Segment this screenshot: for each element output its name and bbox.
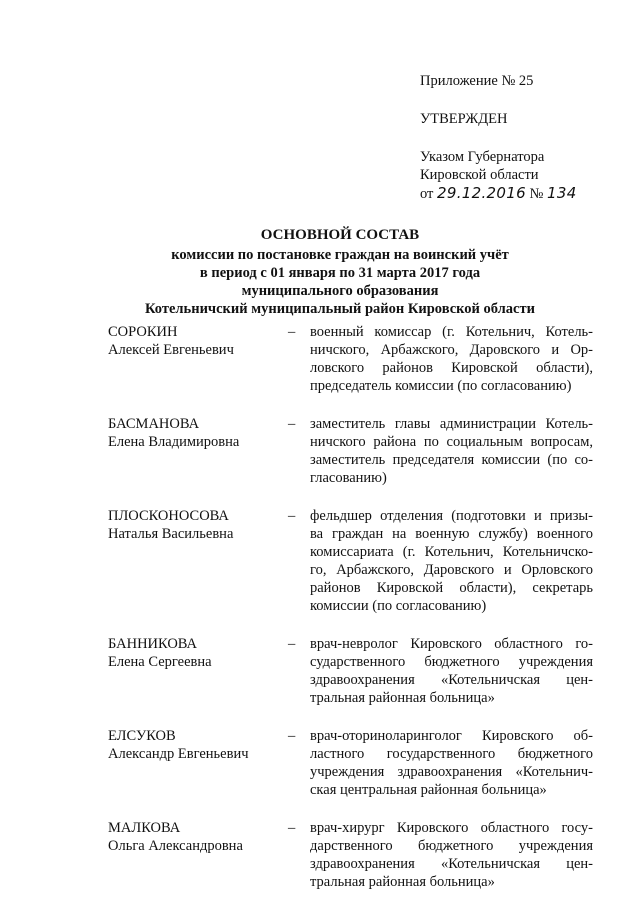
role-line: заместитель председателя комиссии (по со- [310,452,593,468]
role-line: врач-невролог Кировского областного го- [310,636,593,652]
title-line-3: муниципального образования [241,283,439,299]
member-entry [108,819,593,891]
member-role [310,323,593,395]
role-line: комиссариата (г. Котельнич, Котельничско- [310,544,593,560]
role-line: комиссии (по согласованию) [310,598,487,614]
role-line: сударственного бюджетного учреждения [310,654,593,670]
member-dash: – [288,820,296,836]
handwritten-number: 134 [547,184,577,202]
decree-line-1: Указом Губернатора [420,149,545,165]
date-prefix: от [420,186,434,202]
member-dash: – [288,636,296,652]
title-line-1: комиссии по постановке граждан на воинский учёт [171,247,509,263]
role-line: ластного государственного бюджетного [310,746,593,762]
role-line: ва граждан на военную службу) военного [310,526,593,542]
document-title [60,226,620,318]
role-line: врач-оториноларинголог Кировского об- [310,728,593,744]
role-line: ничского, Арбажского, Даровского и Ор- [310,342,593,358]
decree-line-2: Кировской области [420,167,539,183]
member-name: Ольга Александровна [108,838,243,854]
number-prefix: № [529,186,544,202]
member-surname: ПЛОСКОНОСОВА [108,508,229,524]
member-name: Наталья Васильевна [108,526,234,542]
member-entry [108,507,593,615]
member-name: Елена Сергеевна [108,654,212,670]
member-dash: – [288,324,296,340]
handwritten-date: 29.12.2016 [437,184,526,202]
role-line: врач-хирург Кировского областного госу- [310,820,593,836]
role-line: здравоохранения «Котельничская цен- [310,856,593,872]
member-role [310,819,593,891]
title-main: ОСНОВНОЙ СОСТАВ [260,227,420,243]
member-role [310,415,593,487]
role-line: тральная районная больница» [310,690,495,706]
role-line: районов Кировской области), секретарь [310,580,593,596]
member-dash: – [288,508,296,524]
title-line-4: Котельничский муниципальный район Кировской области [145,301,535,317]
member-role [310,507,593,615]
member-entry [108,323,593,395]
decree-date-line [420,184,630,203]
member-role [310,635,593,707]
role-line: тральная районная больница» [310,874,495,890]
member-role [310,727,593,799]
member-entry [108,415,593,487]
member-dash: – [288,416,296,432]
role-line: заместитель главы администрации Котель- [310,416,593,432]
member-surname: СОРОКИН [108,324,178,340]
member-name: Елена Владимировна [108,434,240,450]
member-entry [108,727,593,799]
member-surname: БАСМАНОВА [108,416,200,432]
approved-label: УТВЕРЖДЕН [420,111,508,127]
role-line: военный комиссар (г. Котельнич, Котель- [310,324,593,340]
member-name: Александр Евгеньевич [108,746,249,762]
appendix-number: Приложение № 25 [420,73,534,89]
role-line: гласованию) [310,470,387,486]
role-line: го, Арбажского, Даровского и Орловского [310,562,593,578]
role-line: ничского района по социальным вопросам, [310,434,593,450]
title-line-2: в период с 01 января по 31 марта 2017 года [199,265,481,281]
member-surname: ЕЛСУКОВ [108,728,176,744]
member-entry [108,635,593,707]
role-line: председатель комиссии (по согласованию) [310,378,572,394]
member-dash: – [288,728,296,744]
role-line: здравоохранения «Котельничская цен- [310,672,593,688]
commission-members [108,323,593,891]
member-name: Алексей Евгеньевич [108,342,234,358]
role-line: ловского районов Кировской области), [310,360,593,376]
role-line: ская центральная районная больница» [310,782,547,798]
role-line: учреждения здравоохранения «Котельнич- [310,764,593,780]
role-line: дарственного бюджетного учреждения [310,838,593,854]
approval-header [420,72,630,203]
role-line: фельдшер отделения (подготовки и призы- [310,508,593,524]
member-surname: БАННИКОВА [108,636,198,652]
member-surname: МАЛКОВА [108,820,181,836]
